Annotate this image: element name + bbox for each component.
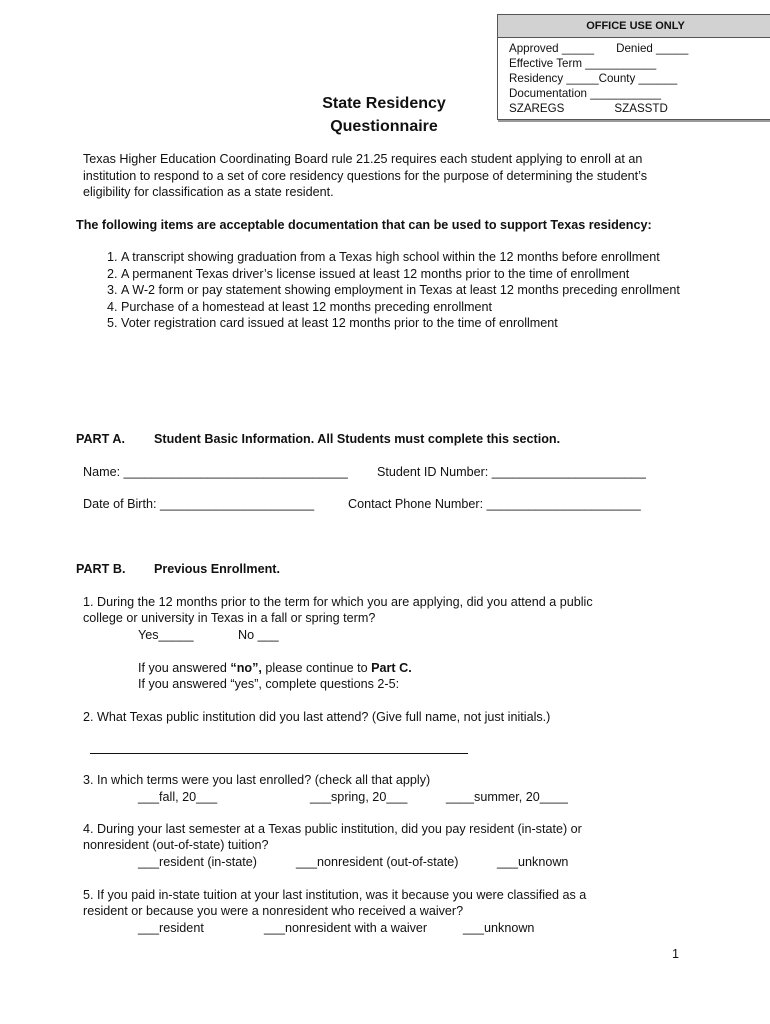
q1-if-no-part: Part C. bbox=[371, 661, 412, 675]
question-1-line2: college or university in Texas in a fall or spring term? bbox=[83, 611, 376, 625]
question-2: 2. What Texas public institution did you last attend? (Give full name, not just initials.) bbox=[83, 710, 551, 724]
office-use-box bbox=[497, 14, 770, 120]
q4-resident-option[interactable]: ___resident (in-state) bbox=[138, 855, 258, 869]
documentation-item: 3. A W-2 form or pay statement showing employment in Texas at least 12 months preceding enrollment bbox=[121, 282, 701, 299]
q1-if-no-mid: please continue to bbox=[261, 661, 372, 675]
intro-paragraph: Texas Higher Education Coordinating Board rule 21.25 requires each student applying to enroll at an institution to respond to a set of core residency questions for the purpose of determining the student’s eligibility for classification as a state resident. bbox=[83, 152, 648, 199]
q1-if-no-instruction bbox=[138, 660, 412, 677]
office-documentation: Documentation ___________ bbox=[509, 87, 662, 100]
part-b-heading bbox=[76, 561, 280, 578]
office-effective-term: Effective Term ___________ bbox=[509, 57, 657, 70]
office-residency-county: Residency _____County ______ bbox=[509, 72, 678, 85]
question-1-line1: 1. During the 12 months prior to the term for which you are applying, did you attend a public bbox=[83, 595, 593, 609]
part-a-title: Student Basic Information. All Students must complete this section. bbox=[154, 432, 561, 446]
part-b-title: Previous Enrollment. bbox=[154, 562, 280, 576]
page-title-line2: Questionnaire bbox=[330, 118, 438, 135]
documentation-item: 5. Voter registration card issued at least 12 months prior to the time of enrollment bbox=[121, 315, 701, 332]
name-field[interactable]: Name: ________________________________ bbox=[83, 465, 348, 479]
q3-fall-option[interactable]: ___fall, 20___ bbox=[138, 790, 218, 804]
office-denied: Denied _____ bbox=[616, 42, 689, 55]
office-approved-denied-row bbox=[509, 41, 770, 56]
date-of-birth-field[interactable]: Date of Birth: ______________________ bbox=[83, 497, 315, 511]
q3-spring-option[interactable]: ___spring, 20___ bbox=[310, 790, 408, 804]
documentation-item: 1. A transcript showing graduation from a Texas high school within the 12 months before enrollment bbox=[121, 249, 701, 266]
office-approved: Approved _____ bbox=[509, 42, 595, 55]
q5-nonresident-waiver-option[interactable]: ___nonresident with a waiver bbox=[264, 921, 428, 935]
office-use-header: OFFICE USE ONLY bbox=[498, 15, 770, 38]
part-a-heading bbox=[76, 431, 560, 448]
q4-nonresident-option[interactable]: ___nonresident (out-of-state) bbox=[296, 855, 459, 869]
documentation-item: 4. Purchase of a homestead at least 12 months preceding enrollment bbox=[121, 299, 701, 316]
q1-if-yes-instruction: If you answered “yes”, complete questions 2-5: bbox=[138, 677, 400, 691]
question-4-line1: 4. During your last semester at a Texas public institution, did you pay resident (in-state) or bbox=[83, 822, 582, 836]
question-4-line2: nonresident (out-of-state) tuition? bbox=[83, 838, 269, 852]
page-title-line1: State Residency bbox=[322, 95, 446, 112]
q1-yes-option[interactable]: Yes_____ bbox=[138, 628, 194, 642]
q1-if-no-pre: If you answered bbox=[138, 661, 231, 675]
q5-unknown-option[interactable]: ___unknown bbox=[463, 921, 535, 935]
student-id-field[interactable]: Student ID Number: ______________________ bbox=[377, 465, 646, 479]
documentation-heading: The following items are acceptable documentation that can be used to support Texas residency: bbox=[76, 218, 652, 232]
office-codes-row bbox=[509, 101, 770, 116]
question-5-line2: resident or because you were a nonresident who received a waiver? bbox=[83, 904, 464, 918]
page-number: 1 bbox=[672, 947, 680, 961]
q1-if-no-bold: “no”, bbox=[230, 661, 262, 675]
part-a-label: PART A. bbox=[76, 432, 125, 446]
q5-resident-option[interactable]: ___resident bbox=[138, 921, 204, 935]
q3-summer-option[interactable]: ____summer, 20____ bbox=[446, 790, 568, 804]
contact-phone-field[interactable]: Contact Phone Number: ______________________ bbox=[348, 497, 641, 511]
documentation-item: 2. A permanent Texas driver’s license issued at least 12 months prior to the time of enrollment bbox=[121, 266, 701, 283]
q2-answer-line[interactable] bbox=[90, 753, 468, 754]
office-szaregs: SZAREGS bbox=[509, 102, 565, 115]
office-szasstd: SZASSTD bbox=[614, 102, 668, 115]
page-title bbox=[300, 92, 468, 138]
q4-unknown-option[interactable]: ___unknown bbox=[497, 855, 569, 869]
question-5-line1: 5. If you paid in-state tuition at your last institution, was it because you were classified as a bbox=[83, 888, 587, 902]
documentation-list bbox=[76, 249, 701, 332]
q1-no-option[interactable]: No ___ bbox=[238, 628, 279, 642]
question-3: 3. In which terms were you last enrolled? (check all that apply) bbox=[83, 773, 431, 787]
part-b-label: PART B. bbox=[76, 562, 126, 576]
